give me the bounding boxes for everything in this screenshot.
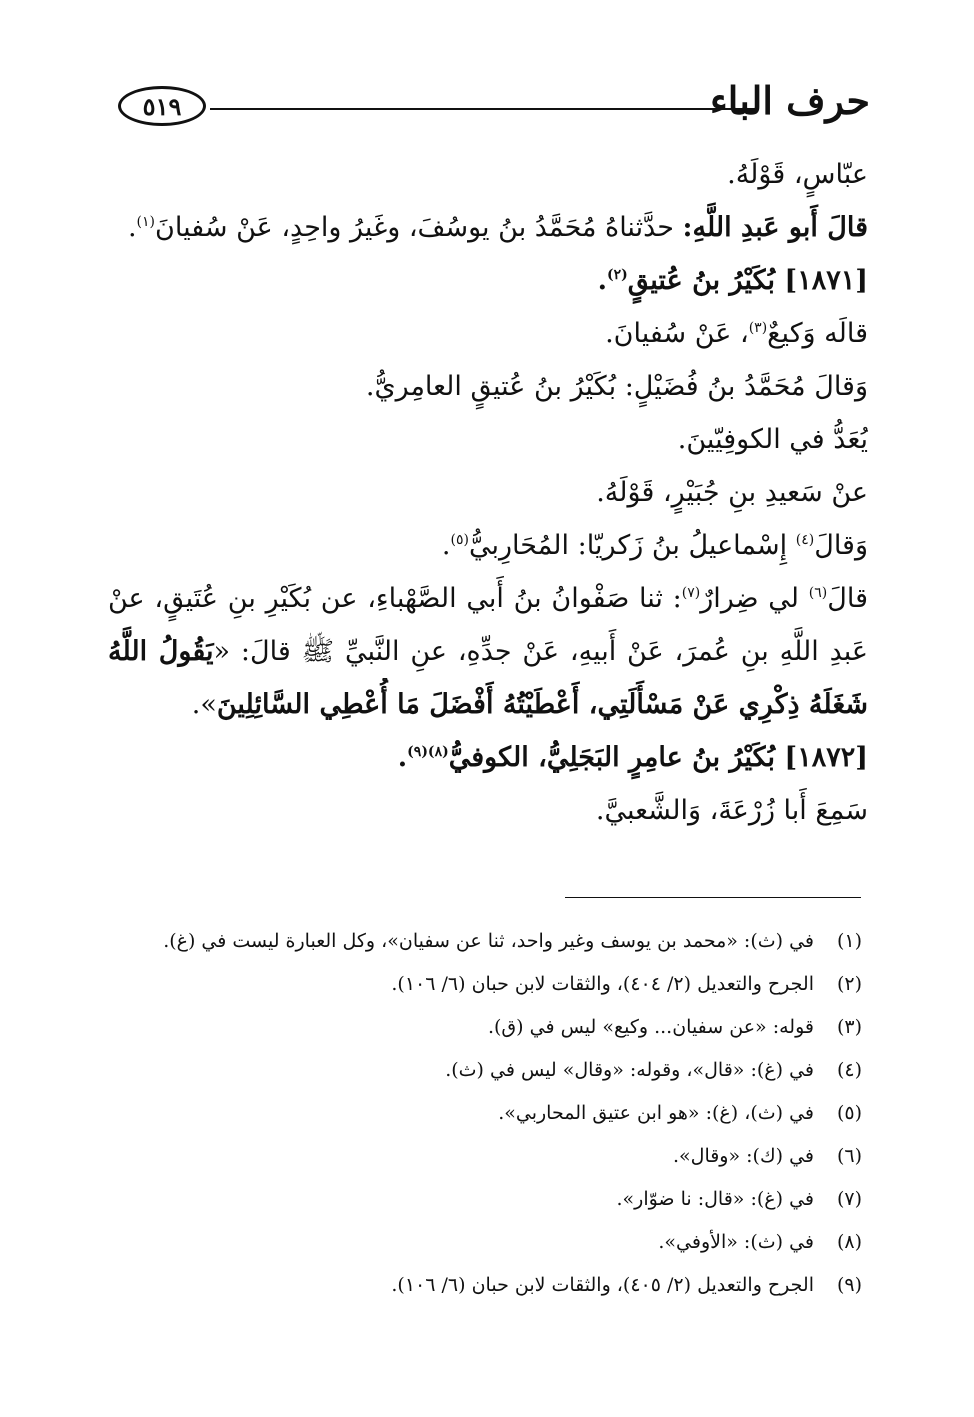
text-line-5: وَقالَ مُحَمَّدُ بنُ فُضَيْلٍ: بُكَيْرُ بنُ عُتيقٍ العامِريُّ. [365, 371, 868, 402]
page-header [110, 78, 870, 138]
text-line-8: وَقالَ$^{(٤)}$ إِسْماعيلُ بنُ زَكريّا: المُحَارِبيُّ$^{(٥)}$. [441, 530, 868, 561]
entry-number: [١٨٧٢] [784, 742, 868, 773]
footnote: (١)في (ث): «محمد بن يوسف وغير واحد، ثنا عن سفيان»، وكل العبارة ليست في (غ). [163, 930, 862, 952]
footnote-ref: (٦) [808, 585, 828, 601]
header-rule [210, 108, 755, 110]
footnote: (٤)في (غ): «قال»، وقوله: «وقال» ليس في (ث). [445, 1059, 862, 1081]
footnote-rule [565, 897, 861, 898]
text-line-10: عَبدِ اللَّهِ بنِ عُمرَ، عَنْ أَبيهِ، عَنْ جدِّهِ، عنِ النَّبيِّ ﷺ قالَ: «يَقُولُ اللَّهُ [108, 625, 868, 678]
main-text [108, 148, 868, 837]
footnote-ref: (٢) [606, 267, 628, 283]
entry-name: بُكَيْرُ بنُ عامِرٍ البَجَلِيُّ، الكوفيُّ [448, 742, 785, 773]
text-line-6: يُعَدُّ في الكوفِيّينَ. [677, 424, 868, 455]
text-line-9: قالَ$^{(٦)}$ لي ضِرارٌ$^{(٧)}$: ثنا صَفْوانُ بنُ أَبي الصَّهْباءِ، عن بُكَيْرِ بنِ عُتَيقٍ، عنْ [108, 583, 868, 614]
text-line-2: قالَ أَبو عَبدِ اللَّهِ: حدَّثناهُ مُحَمَّدُ بنُ يوسُفَ، وغَيرُ واحِدٍ، عَنْ سُفيانَ$^{(١)}$. [127, 212, 868, 243]
text-line-13: سَمِعَ أَبا زُرْعَةَ، وَالشَّعبيَّ. [595, 795, 868, 826]
footnotes [150, 920, 862, 1307]
footnote: (٧)في (غ): «قال: نا ضوّار». [616, 1188, 862, 1210]
footnote: (٢)الجرح والتعديل (٢/ ٤٠٤)، والثقات لابن حبان (٦/ ١٠٦). [391, 973, 862, 995]
footnote-ref: (٧) [681, 585, 701, 601]
page-number: ٥١٩ [118, 86, 206, 126]
text-line-7: عنْ سَعيدِ بنِ جُبَيْرٍ، قَوْلَهُ. [596, 477, 868, 508]
text-line-1: عبّاسٍ، قَوْلَهُ. [727, 159, 868, 190]
footnote-ref: (١) [136, 214, 156, 230]
text-line-11: شَغَلَهُ ذِكْرِي عَنْ مَسْأَلَتِي، أَعْطَيْتُهُ أَفْضَلَ مَا أُعْطِي السَّائِلِينَ». [191, 689, 868, 720]
hadith-text: يَقُولُ اللَّهُ [108, 636, 214, 667]
chapter-title: حرف الباء [709, 78, 870, 123]
footnote: (٥)في (ث)، (غ): «هو ابن عتيق المحاربي». [498, 1102, 862, 1124]
footnote-ref: (٥) [450, 532, 469, 548]
footnote: (٨)في (ث): «الأوفي». [658, 1231, 862, 1253]
footnote-ref: (٨)(٩) [407, 744, 449, 760]
footnote-ref: (٣) [748, 320, 768, 336]
entry-heading-1871: [١٨٧١] بُكَيْرُ بنُ عُتيقٍ$^{(٢)}$. [597, 265, 868, 296]
entry-heading-1872: [١٨٧٢] بُكَيْرُ بنُ عامِرٍ البَجَلِيُّ، الكوفيُّ$^{(٨)(٩)}$. [397, 742, 868, 773]
speaker-label: قالَ أَبو عَبدِ اللَّهِ: [682, 212, 868, 243]
footnote: (٩)الجرح والتعديل (٢/ ٤٠٥)، والثقات لابن حبان (٦/ ١٠٦). [391, 1274, 862, 1296]
hadith-text: شَغَلَهُ ذِكْرِي عَنْ مَسْأَلَتِي، أَعْطَيْتُهُ أَفْضَلَ مَا أُعْطِي السَّائِلِينَ [216, 689, 868, 720]
entry-number: [١٨٧١] [784, 265, 868, 296]
footnote-ref: (٤) [795, 532, 815, 548]
entry-name: بُكَيْرُ بنُ عُتيقٍ [627, 265, 785, 296]
footnote: (٣)قوله: «عن سفيان... وكيع» ليس في (ق). [487, 1016, 862, 1038]
text-line-4: قالَه وَكيعٌ$^{(٣)}$، عَنْ سُفيانَ. [605, 318, 868, 349]
footnote: (٦)في (ك): «وقال». [672, 1145, 862, 1167]
